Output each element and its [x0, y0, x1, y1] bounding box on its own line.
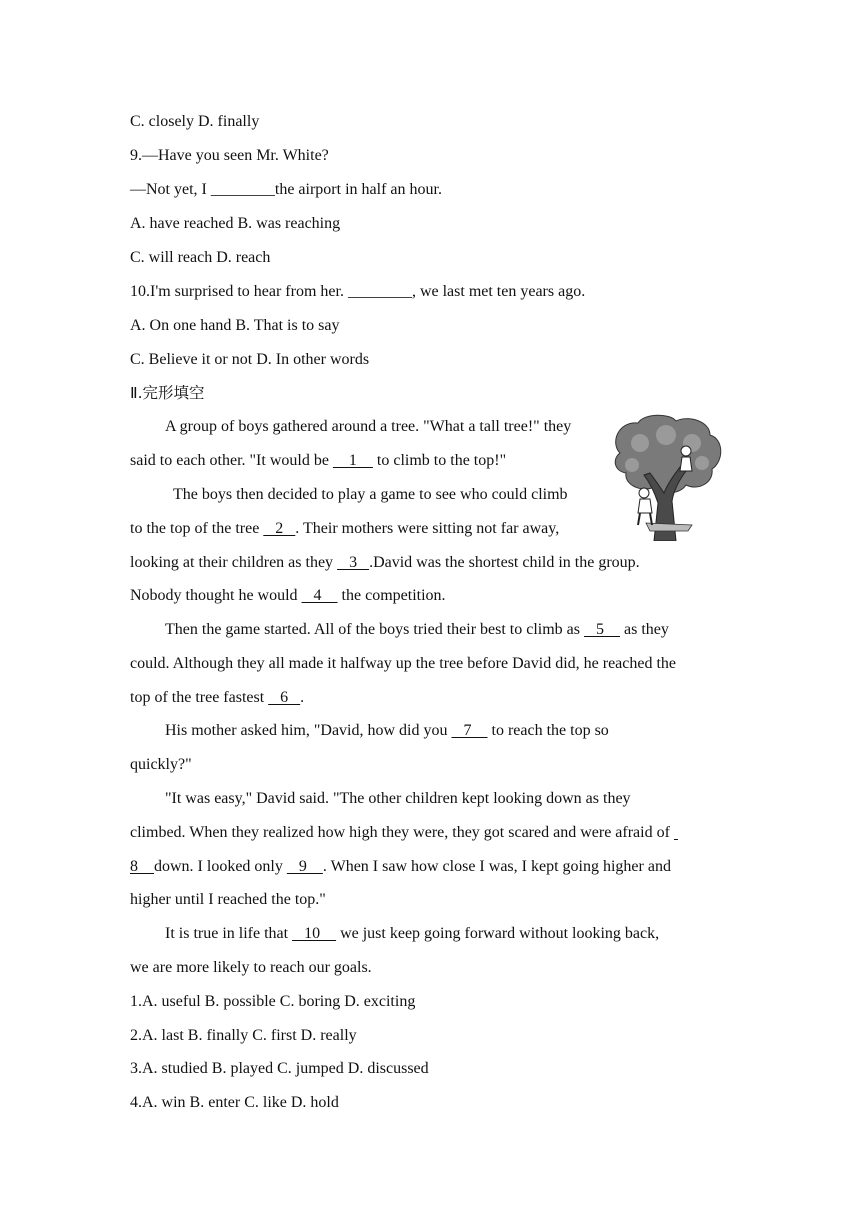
options-4: 4.A. win B. enter C. like D. hold	[130, 1094, 339, 1111]
question-10	[130, 282, 585, 302]
text: said to each other. "It would be	[130, 452, 333, 469]
blank-9: 9	[286, 858, 323, 875]
blank-2: 2	[263, 520, 296, 537]
section-heading: Ⅱ.完形填空	[130, 384, 205, 402]
question-10-options-ab: A. On one hand B. That is to say	[130, 317, 340, 334]
question-9-options-cd: C. will reach D. reach	[130, 249, 271, 266]
text: looking at their children as they	[130, 554, 338, 571]
blank-7: 7	[451, 722, 488, 739]
passage-line: higher until I reached the top."	[130, 891, 326, 908]
question-9-options-ab: A. have reached B. was reaching	[130, 215, 341, 232]
passage-line	[165, 721, 609, 741]
text: to the top of the tree	[130, 520, 264, 537]
passage-line	[130, 451, 506, 471]
text: .David was the shortest child in the group.	[369, 554, 640, 571]
text: the competition.	[337, 587, 446, 604]
text: Then the game started. All of the boys tried their best to climb as	[165, 621, 585, 638]
text: Nobody thought he would	[130, 587, 302, 604]
answer-blank: ________	[210, 181, 275, 198]
text: .	[300, 689, 305, 706]
text: down. I looked only	[154, 858, 287, 875]
options-2: 2.A. last B. finally C. first D. really	[130, 1027, 357, 1044]
question-10-options-cd: C. Believe it or not D. In other words	[130, 351, 370, 368]
passage-line: A group of boys gathered around a tree. "What a tall tree!" they	[165, 418, 572, 435]
text: to reach the top so	[487, 722, 609, 739]
passage-line	[165, 620, 669, 640]
answer-blank: ________	[347, 283, 412, 300]
text: we just keep going forward without looking back,	[336, 925, 660, 942]
passage-line	[130, 519, 559, 539]
passage-line	[130, 553, 640, 573]
blank-8: 8	[130, 858, 154, 875]
blank-4: 4	[301, 587, 338, 604]
blank-5: 5	[584, 621, 621, 638]
blank-6: 6	[268, 689, 301, 706]
passage-line	[130, 586, 446, 606]
text: His mother asked him, "David, how did you	[165, 722, 452, 739]
blank-10: 10	[292, 925, 337, 942]
text: —Not yet, I	[130, 181, 211, 198]
passage-line: could. Although they all made it halfway up the tree before David did, he reached the	[130, 655, 677, 672]
text: to climb to the top!"	[372, 452, 507, 469]
blank-1: 1	[332, 452, 373, 469]
passage-line	[130, 857, 671, 877]
question-9-reply	[130, 180, 442, 200]
text: . When I saw how close I was, I kept going higher and	[322, 858, 671, 875]
boys-climbing-tree-illustration	[610, 413, 726, 541]
blank-8-start	[674, 824, 678, 841]
option-line-8cd: C. closely D. finally	[130, 113, 260, 130]
text: top of the tree fastest	[130, 689, 269, 706]
passage-line	[130, 688, 304, 708]
text: , we last met ten years ago.	[411, 283, 586, 300]
passage-line: The boys then decided to play a game to see who could climb	[173, 486, 568, 503]
text: It is true in life that	[165, 925, 293, 942]
text: 10.I'm surprised to hear from her.	[130, 283, 348, 300]
question-9: 9.—Have you seen Mr. White?	[130, 147, 329, 164]
passage-line: quickly?"	[130, 756, 192, 773]
passage-line: "It was easy," David said. "The other children kept looking down as they	[165, 790, 631, 807]
text: climbed. When they realized how high they were, they got scared and were afraid of	[130, 824, 674, 841]
options-3: 3.A. studied B. played C. jumped D. discussed	[130, 1060, 429, 1077]
passage-line	[130, 823, 678, 843]
passage-line	[165, 924, 659, 944]
blank-3: 3	[337, 554, 370, 571]
text: the airport in half an hour.	[274, 181, 442, 198]
text: as they	[620, 621, 669, 638]
passage-line: we are more likely to reach our goals.	[130, 959, 372, 976]
text: . Their mothers were sitting not far away,	[295, 520, 560, 537]
options-1: 1.A. useful B. possible C. boring D. exciting	[130, 993, 416, 1010]
